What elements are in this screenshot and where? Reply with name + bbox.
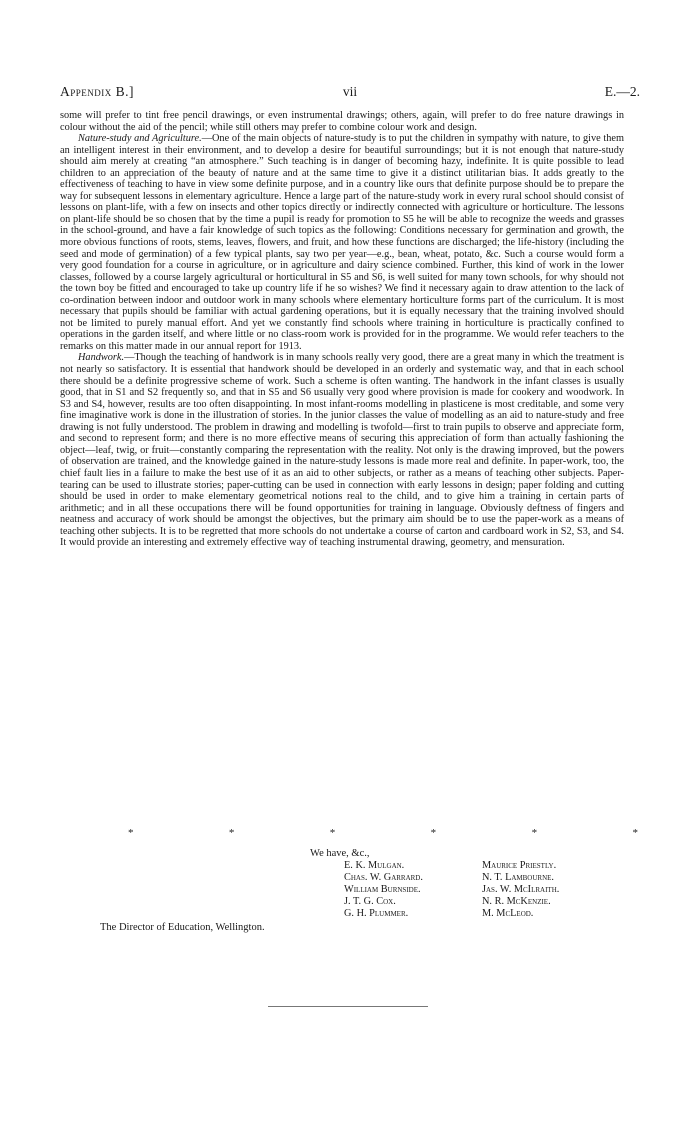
signatory: M. McLeod. <box>482 908 534 920</box>
heading-handwork: Handwork. <box>78 352 125 364</box>
asterisk: * <box>632 827 638 839</box>
asterisk: * <box>430 827 437 839</box>
paragraph-nature-study-text: —One of the main objects of nature-study is to put the children in sympathy with nature, to give them an intelligent interest in their environment, and to develop a desire for beautiful surroundings; but it is not enough that nature-study should aim merely at creating “an atmosphere.” Such teaching is in danger of becoming hazy, indefinite. It is quite possible to lead children to an appreciation of the beauty of nature and at the same time to give it a distinct utilitarian bias. It adds greatly to the effectiveness of teaching to have in view some definite purpose, and in a country like ours that definite purpose should be to prepare the way for subsequent lessons in elementary agriculture. Hence a large part of the nature-study work in every rural school should consist of lessons on plant-life, with a few on insects and other topics directly or indirectly connected with agriculture or horticulture. The lessons on plant-life should be so chosen that by the time a pupil is ready for promotion to S5 he will be able to recognize the weeds and grasses in the school-ground, and have a fair knowledge of such topics as the following: Conditions necessary for germination and growth, the more obvious functions of roots, stems, leaves, flowers, and fruit, and how these functions are discharged; the life-history (including the seed and mode of germination) of a few typical plants, say two per year—e.g., bean, wheat, potato, &c. Such a course would form a very good foundation for a course in agriculture, or in agriculture and dairy science combined. Further, this kind of work in the lower classes, followed by a course largely agricultural or horticultural in S5 and S6, is well suited for many town schools, for why should not the town boy be fitted and encouraged to take up country life if he so wishes? We find it necessary again to draw attention to the lack of co-ordination between indoor and outdoor work in many schools where elementary horticulture forms part of the curriculum. It is most necessary that pupils should be familiar with actual gardening operations, but it is equally necessary that the training involved should not be limited to purely manual effort. And yet we constantly find schools where training in horticulture is practically confined to operations in the garden itself, and where little or no class-room work is provided for in the programme. We would refer teachers to the remarks on this matter made in our annual report for 1913. <box>60 133 624 352</box>
signatory: Jas. W. McIlraith. <box>482 884 560 896</box>
addressee: The Director of Education, Wellington. <box>100 922 265 933</box>
signatory: N. R. McKenzie. <box>482 896 551 908</box>
signatory-list <box>344 860 644 920</box>
asterisk-divider <box>128 827 638 839</box>
closing-salutation: We have, &c., <box>310 848 370 859</box>
signatory: Chas. W. Garrard. <box>344 872 423 884</box>
paragraph-handwork-text: —Though the teaching of handwork is in many schools really very good, there are a great many in which the treatment is not nearly so satisfactory. It is essential that handwork should be developed in an orderly and systematic way, and that in each school there should be a definite progressive scheme of work. Such a scheme is often wanting. The handwork in the infant classes is usually good, that in S1 and S2 frequently so, and that in S5 and S6 usually very good where provision is made for cookery and woodwork. In S3 and S4, however, results are too often disappointing. In most infant-rooms modelling in plasticene is most creditable, and some very fine imaginative work is done in the illustration of stories. In the junior classes the value of modelling as an aid to nature-study and free drawing is not fully understood. The problem in drawing and modelling is twofold—first to train pupils to observe and appreciate form, and second to represent form; and there is no more effective means of securing this appreciation of form than actually fashioning the object—leaf, twig, or fruit—constantly comparing the representation with the reality. Not only is the drawing improved, but the powers of observation are trained, and the knowledge gained in the nature-study lessons is made more real and definite. In paper-work, too, the chief fault lies in a failure to make the best use of it as an aid to other subjects, or rather as a means of teaching other subjects. Paper-tearing can be used to illustrate stories; paper-cutting can be used in connection with early lessons in design; paper folding and cutting should be used in order to make elementary geometrical notions real to the child, and to give him a training in certain parts of arithmetic; and in all these occupations there will be found opportunities for training in language. Obviously deftness of fingers and neatness and accuracy of work should be amongst the objectives, but the primary aim should be to use the paper-work as a means of teaching other subjects. It is to be regretted that more schools do not undertake a course of carton and cardboard work in S2, S3, and S4. It would provide an interesting and extremely effective way of teaching instrumental drawing, geometry, and mensuration. <box>60 352 624 549</box>
signatory: J. T. G. Cox. <box>344 896 396 908</box>
header-document-code: E.—2. <box>604 84 640 99</box>
signatory: G. H. Plummer. <box>344 908 409 920</box>
paragraph-nature-study <box>60 133 624 352</box>
header-page-number: vii <box>342 84 358 99</box>
asterisk: * <box>531 827 538 839</box>
paragraph-colour-work: some will prefer to tint free pencil drawings, or even instrumental drawings; others, again, will prefer to do free nature drawings in colour without the aid of the pencil; while still others may prefer to combine colour work and design. <box>60 110 624 133</box>
header-appendix-label: Appendix B.] <box>60 84 135 99</box>
asterisk: * <box>228 827 235 839</box>
heading-nature-study: Nature-study and Agriculture. <box>78 133 202 145</box>
asterisk: * <box>329 827 336 839</box>
footer-rule <box>268 1006 428 1007</box>
page-header <box>60 84 640 104</box>
signatory: N. T. Lambourne. <box>482 872 554 884</box>
asterisk: * <box>128 827 134 839</box>
signatory: William Burnside. <box>344 884 421 896</box>
signatory: Maurice Priestly. <box>482 860 557 871</box>
signatory: E. K. Mulgan. <box>344 860 405 871</box>
paragraph-handwork <box>60 352 624 548</box>
body-text <box>60 110 624 549</box>
